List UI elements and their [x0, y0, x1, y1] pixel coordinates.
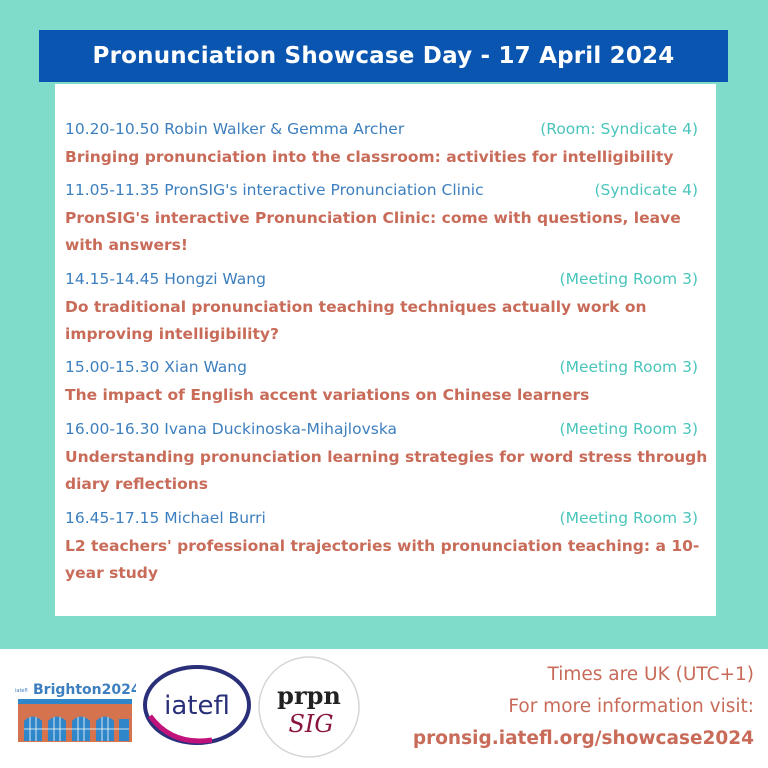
info-label: For more information visit: [508, 696, 754, 717]
session-time-speaker: 14.15-14.45 Hongzi Wang [65, 270, 266, 288]
session-entry [65, 181, 708, 259]
session-title: Do traditional pronunciation teaching techniques actually work on improving intelligibility? [65, 298, 647, 343]
footer [0, 649, 768, 768]
session-title: L2 teachers' professional trajectories with pronunciation teaching: a 10-year study [65, 537, 700, 582]
brighton-logo-prefix: iatefl [15, 688, 28, 694]
session-title: Understanding pronunciation learning strategies for word stress through diary reflections [65, 448, 708, 493]
session-entry [65, 270, 708, 348]
iatefl-logo-text: iatefl [164, 691, 230, 721]
session-room: (Room: Syndicate 4) [540, 120, 698, 138]
session-entry [65, 420, 708, 498]
pronsig-logo-line2: SIG [288, 710, 334, 738]
session-time-speaker: 16.45-17.15 Michael Burri [65, 509, 266, 527]
session-entry [65, 358, 708, 409]
footer-info [413, 659, 754, 755]
session-room: (Meeting Room 3) [559, 358, 698, 376]
session-title: Bringing pronunciation into the classroom: activities for intelligibility [65, 148, 674, 166]
session-entry [65, 120, 708, 171]
schedule-panel [55, 84, 716, 616]
info-url[interactable]: pronsig.iatefl.org/showcase2024 [412, 728, 754, 749]
session-title: The impact of English accent variations on Chinese learners [65, 386, 590, 404]
session-room: (Meeting Room 3) [559, 270, 698, 288]
session-room: (Meeting Room 3) [559, 509, 698, 527]
brighton-2024-logo [14, 679, 136, 745]
brighton-logo-text: Brighton2024 [33, 682, 136, 698]
pronsig-logo [256, 654, 362, 760]
session-room: (Syndicate 4) [594, 181, 698, 199]
session-room: (Meeting Room 3) [559, 420, 698, 438]
session-time-speaker: 15.00-15.30 Xian Wang [65, 358, 247, 376]
title-bar [39, 30, 728, 82]
session-time-speaker: 16.00-16.30 Ivana Duckinoska-Mihajlovska [65, 420, 398, 438]
session-time-speaker: 11.05-11.35 PronSIG's interactive Pronunciation Clinic [65, 181, 484, 199]
pronsig-logo-line1: prpn [277, 681, 341, 710]
times-note: Times are UK (UTC+1) [547, 664, 754, 685]
page-title: Pronunciation Showcase Day - 17 April 2024 [92, 43, 675, 69]
session-title: PronSIG's interactive Pronunciation Clinic: come with questions, leave with answers! [65, 209, 681, 254]
session-time-speaker: 10.20-10.50 Robin Walker & Gemma Archer [65, 120, 405, 138]
session-entry [65, 509, 708, 587]
iatefl-logo [142, 664, 252, 746]
